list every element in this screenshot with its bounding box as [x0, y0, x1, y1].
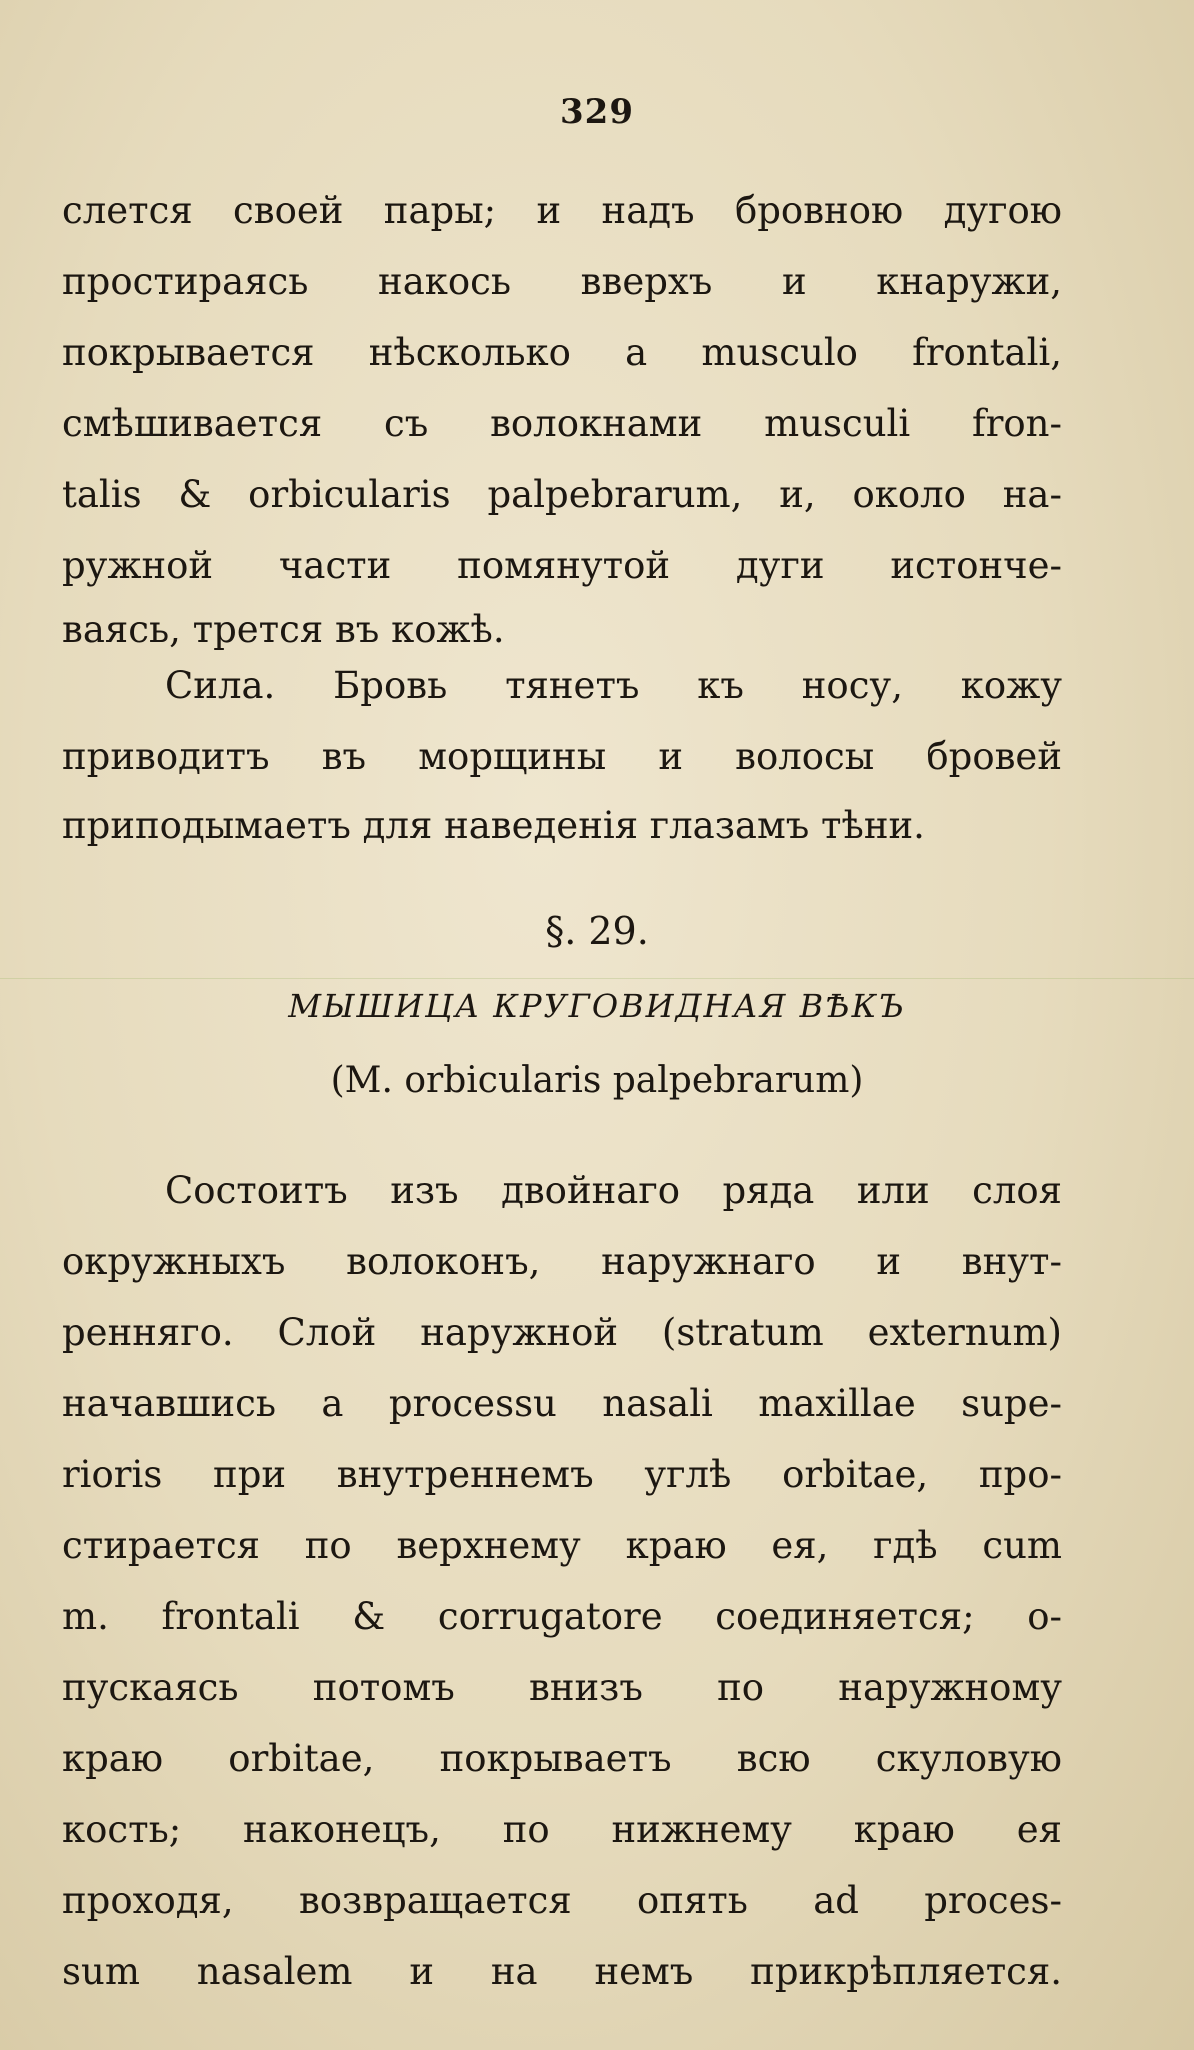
text-line: Состоитъ изъ двойнаго ряда или слоя: [165, 1169, 1062, 1212]
text-line: m. frontali & corrugatore соединяется; о-: [62, 1595, 1062, 1638]
page-number: 329: [560, 92, 634, 132]
text-line: приподымаетъ для наведенія глазамъ тѣни.: [62, 804, 925, 847]
section-number: §. 29.: [545, 909, 649, 953]
text-line: простираясь накось вверхъ и кнаружи,: [62, 260, 1062, 303]
text-line: слется своей пары; и надъ бровною дугою: [62, 189, 1062, 232]
text-line: кость; наконецъ, по нижнему краю ея: [62, 1808, 1062, 1851]
page-fold-line: [0, 978, 1194, 979]
text-line: talis & orbicularis palpebrarum, и, около на-: [62, 473, 1062, 516]
text-line: стирается по верхнему краю ея, гдѣ cum: [62, 1524, 1062, 1567]
text-line: приводитъ въ морщины и волосы бровей: [62, 735, 1062, 778]
text-line: краю orbitae, покрываетъ всю скуловую: [62, 1737, 1062, 1780]
text-line: Сила. Бровь тянетъ къ носу, кожу: [165, 664, 1062, 707]
text-line: начавшись a processu nasali maxillae supe-: [62, 1382, 1062, 1425]
text-line: смѣшивается съ волокнами musculi fron-: [62, 402, 1062, 445]
text-line: покрывается нѣсколько a musculo frontali,: [62, 331, 1062, 374]
section-title: МЫШИЦА КРУГОВИДНАЯ ВѢКЪ: [288, 987, 906, 1025]
text-line: окружныхъ волоконъ, наружнаго и внут-: [62, 1240, 1062, 1283]
text-line: ружной части помянутой дуги истонче-: [62, 544, 1062, 587]
section-latin-name: (M. orbicularis palpebrarum): [330, 1060, 864, 1101]
text-line: ваясь, трется въ кожѣ.: [62, 608, 505, 651]
text-line: ренняго. Слой наружной (stratum externum): [62, 1311, 1062, 1354]
text-line: пускаясь потомъ внизъ по наружному: [62, 1666, 1062, 1709]
text-line: rioris при внутреннемъ углѣ orbitae, про-: [62, 1453, 1062, 1496]
text-line: sum nasalem и на немъ прикрѣпляется.: [62, 1950, 1062, 1993]
text-line: проходя, возвращается опять ad proces-: [62, 1879, 1062, 1922]
